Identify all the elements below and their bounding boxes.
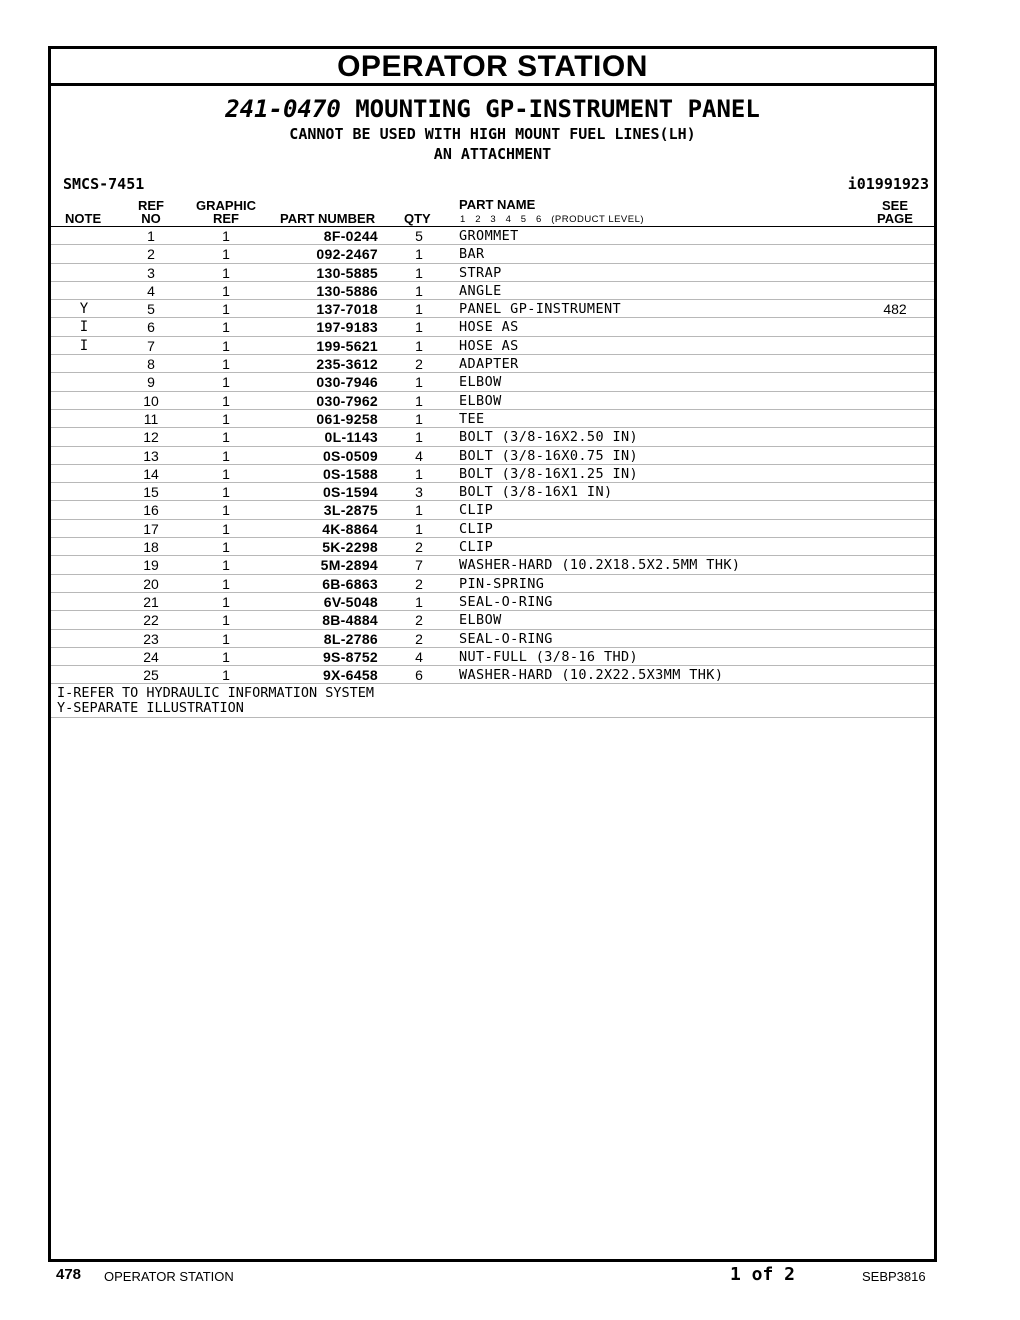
table-row [51,538,934,556]
table-row [51,264,934,282]
ref-no-cell: 22 [143,612,159,629]
graphic-ref-cell: 1 [222,282,230,299]
part-name-cell: BAR [459,246,485,263]
ref-no-cell: 4 [147,282,155,299]
table-row [51,373,934,391]
header-ref-bottom: NO [141,211,161,226]
qty-cell: 5 [415,228,423,244]
table-row [51,593,934,611]
qty-cell: 1 [415,301,423,318]
graphic-ref-cell: 1 [222,264,230,281]
group-number: 241-0470 [225,95,341,123]
part-name-cell: BOLT (3/8-16X1 IN) [459,484,613,501]
qty-cell: 1 [415,392,423,409]
qty-cell: 2 [415,356,423,373]
part-name-cell: PIN-SPRING [459,575,545,592]
ref-no-cell: 7 [147,337,155,354]
graphic-ref-cell: 1 [222,319,230,336]
graphic-ref-cell: 1 [222,392,230,409]
part-name-cell: NUT-FULL (3/8-16 THD) [459,648,639,665]
ref-no-cell: 20 [143,575,159,592]
ref-no-cell: 14 [143,465,159,482]
table-row [51,428,934,446]
part-number-cell: 6V-5048 [323,593,378,610]
smcs-code: SMCS-7451 [63,175,145,193]
part-name-cell: ANGLE [459,282,502,299]
ref-no-cell: 16 [143,502,159,519]
part-number-cell: 8L-2786 [323,630,378,647]
footnote: I-REFER TO HYDRAULIC INFORMATION SYSTEM [57,685,374,702]
page-of: 1 of 2 [730,1264,796,1285]
part-number-cell: 130-5886 [316,282,378,299]
part-number-cell: 030-7946 [316,374,378,391]
graphic-ref-cell: 1 [222,429,230,446]
ref-no-cell: 21 [143,593,159,610]
qty-cell: 1 [415,374,423,391]
footer-section: OPERATOR STATION [104,1269,234,1284]
ref-no-cell: 17 [143,520,159,537]
group-subtitle: AN ATTACHMENT [433,145,552,163]
graphic-ref-cell: 1 [222,667,230,684]
footnote: Y-SEPARATE ILLUSTRATION [57,700,244,717]
qty-cell: 1 [415,429,423,446]
header-part-name: PART NAME [459,197,536,212]
graphic-ref-cell: 1 [222,246,230,263]
part-name-cell: BOLT (3/8-16X2.50 IN) [459,429,639,446]
group-title [51,94,934,124]
ref-no-cell: 10 [143,392,159,409]
graphic-ref-cell: 1 [222,228,230,244]
graphic-ref-cell: 1 [222,630,230,647]
table-row [51,630,934,648]
part-number-cell: 0S-1594 [322,484,378,501]
graphic-ref-cell: 1 [222,301,230,318]
group-subtitle: CANNOT BE USED WITH HIGH MOUNT FUEL LINES(LH) [289,125,696,143]
part-name-cell: SEAL-O-RING [459,593,553,610]
qty-cell: 6 [415,667,423,684]
illustration-id: i01991923 [847,175,929,193]
qty-cell: 1 [415,593,423,610]
part-number-cell: 9X-6458 [322,667,378,684]
part-name-cell: CLIP [459,502,494,519]
ref-no-cell: 5 [147,301,155,318]
section-title: OPERATOR STATION [51,49,934,86]
table-row [51,575,934,593]
graphic-ref-cell: 1 [222,502,230,519]
graphic-ref-cell: 1 [222,648,230,665]
table-row [51,245,934,263]
note-cell: I [79,319,89,336]
qty-cell: 1 [415,337,423,354]
part-number-cell: 3L-2875 [323,502,378,519]
part-name-cell: WASHER-HARD (10.2X22.5X3MM THK) [459,667,724,684]
qty-cell: 2 [415,630,423,647]
header-qty: QTY [404,211,431,226]
note-cell: Y [79,301,89,318]
qty-cell: 1 [415,319,423,336]
part-number-cell: 8B-4884 [322,612,378,629]
part-name-cell: ELBOW [459,612,502,629]
part-name-cell: WASHER-HARD (10.2X18.5X2.5MM THK) [459,557,741,574]
part-number-cell: 5K-2298 [322,539,378,556]
ref-no-cell: 12 [143,429,159,446]
part-name-cell: PANEL GP-INSTRUMENT [459,301,622,318]
qty-cell: 2 [415,539,423,556]
part-number-cell: 092-2467 [316,246,378,263]
see-page-cell: 482 [883,301,907,318]
part-name-cell: BOLT (3/8-16X0.75 IN) [459,447,639,464]
part-number-cell: 5M-2894 [320,557,378,574]
part-number-cell: 197-9183 [316,319,378,336]
qty-cell: 4 [415,648,423,665]
table-row [51,501,934,519]
part-number-cell: 8F-0244 [323,228,378,244]
graphic-ref-cell: 1 [222,557,230,574]
part-number-cell: 0S-1588 [322,465,378,482]
ref-no-cell: 13 [143,447,159,464]
table-row [51,556,934,574]
graphic-ref-cell: 1 [222,465,230,482]
header-graphic-top: GRAPHIC [196,198,256,213]
header-part-number: PART NUMBER [280,211,376,226]
parts-table-body [51,227,934,684]
table-row [51,318,934,336]
part-number-cell: 130-5885 [316,264,378,281]
ref-no-cell: 19 [143,557,159,574]
part-number-cell: 030-7962 [316,392,378,409]
page-frame [48,46,937,1262]
table-row [51,465,934,483]
table-row [51,611,934,629]
part-number-cell: 235-3612 [316,356,378,373]
part-name-cell: HOSE AS [459,319,519,336]
page-footer [0,1262,1020,1292]
qty-cell: 7 [415,557,423,574]
part-number-cell: 6B-6863 [322,575,378,592]
graphic-ref-cell: 1 [222,337,230,354]
part-number-cell: 061-9258 [316,410,378,427]
header-ref-top: REF [138,198,164,213]
table-row [51,410,934,428]
part-name-cell: GROMMET [459,228,519,244]
graphic-ref-cell: 1 [222,410,230,427]
table-row [51,483,934,501]
ref-no-cell: 8 [147,356,155,373]
part-number-cell: 9S-8752 [322,648,378,665]
table-row [51,227,934,245]
ref-no-cell: 15 [143,484,159,501]
qty-cell: 1 [415,520,423,537]
part-name-cell: ELBOW [459,374,502,391]
table-row [51,337,934,355]
ref-no-cell: 11 [143,410,159,427]
graphic-ref-cell: 1 [222,593,230,610]
graphic-ref-cell: 1 [222,356,230,373]
table-row [51,520,934,538]
graphic-ref-cell: 1 [222,520,230,537]
qty-cell: 4 [415,447,423,464]
qty-cell: 1 [415,264,423,281]
part-name-cell: STRAP [459,264,502,281]
graphic-ref-cell: 1 [222,374,230,391]
ref-no-cell: 1 [147,228,155,244]
ref-no-cell: 18 [143,539,159,556]
qty-cell: 1 [415,465,423,482]
part-name-cell: HOSE AS [459,337,519,354]
table-row [51,648,934,666]
footnotes [51,684,934,718]
ref-no-cell: 3 [147,264,155,281]
part-name-cell: SEAL-O-RING [459,630,553,647]
header-see-top: SEE [881,198,908,213]
qty-cell: 1 [415,282,423,299]
qty-cell: 1 [415,410,423,427]
part-number-cell: 0S-0509 [322,447,378,464]
table-row [51,300,934,318]
header-see-bottom: PAGE [877,211,913,226]
graphic-ref-cell: 1 [222,484,230,501]
page-number: 478 [56,1266,82,1283]
qty-cell: 2 [415,575,423,592]
part-number-cell: 4K-8864 [322,520,378,537]
graphic-ref-cell: 1 [222,539,230,556]
part-name-cell: CLIP [459,520,494,537]
ref-no-cell: 9 [147,374,155,391]
qty-cell: 2 [415,612,423,629]
code-line [51,169,934,195]
part-name-cell: ADAPTER [459,356,519,373]
part-name-cell: ELBOW [459,392,502,409]
group-name: MOUNTING GP-INSTRUMENT PANEL [355,95,760,123]
ref-no-cell: 24 [143,648,159,665]
table-header [51,195,934,227]
part-number-cell: 137-7018 [316,301,378,318]
header-note: NOTE [65,211,102,226]
graphic-ref-cell: 1 [222,612,230,629]
ref-no-cell: 2 [147,246,155,263]
table-row [51,447,934,465]
part-name-cell: CLIP [459,539,494,556]
book-id: SEBP3816 [862,1269,926,1284]
qty-cell: 1 [415,246,423,263]
table-row [51,666,934,684]
part-number-cell: 199-5621 [316,337,378,354]
part-name-cell: TEE [459,410,485,427]
qty-cell: 1 [415,502,423,519]
ref-no-cell: 6 [147,319,155,336]
header-product-levels: 1 2 3 4 5 6 (PRODUCT LEVEL) [460,214,645,225]
ref-no-cell: 23 [143,630,159,647]
table-row [51,282,934,300]
table-row [51,355,934,373]
part-name-cell: BOLT (3/8-16X1.25 IN) [459,465,639,482]
table-row [51,392,934,410]
graphic-ref-cell: 1 [222,447,230,464]
ref-no-cell: 25 [143,667,159,684]
header-graphic-bottom: REF [213,211,239,226]
note-cell: I [79,337,89,354]
qty-cell: 3 [415,484,423,501]
graphic-ref-cell: 1 [222,575,230,592]
part-number-cell: 0L-1143 [324,429,378,446]
